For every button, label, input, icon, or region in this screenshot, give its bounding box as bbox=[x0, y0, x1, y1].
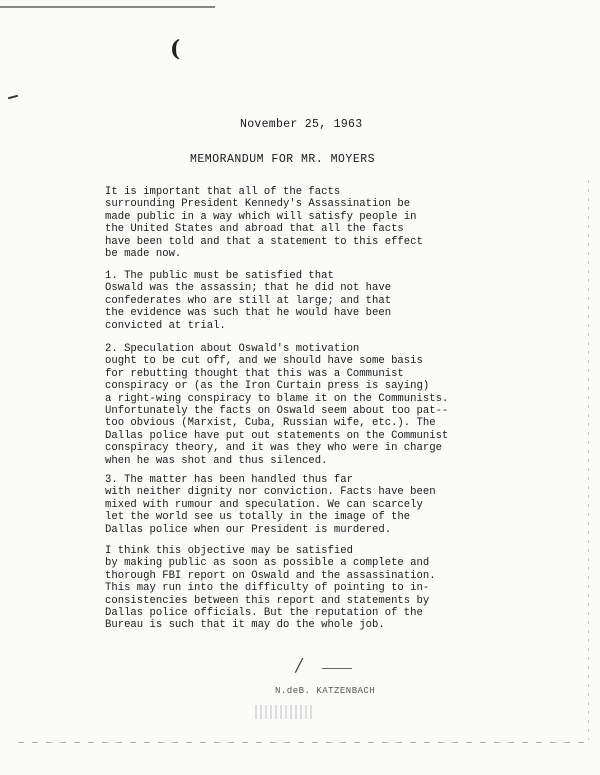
faded-stamp bbox=[255, 705, 315, 719]
memo-title: MEMORANDUM FOR MR. MOYERS bbox=[190, 153, 376, 166]
memo-date: November 25, 1963 bbox=[240, 118, 363, 131]
scan-artifact-right bbox=[588, 180, 589, 740]
handwritten-mark: ( bbox=[170, 36, 181, 62]
memo-intro-paragraph: It is important that all of the facts surrounding President Kennedy's Assassination be made public in a way which will satisfy people in the United States and abroad that all the facts have been told and that a statement to this effect be made now. bbox=[105, 186, 423, 261]
memo-point-2: 2. Speculation about Oswald's motivation ought to be cut off, and we should have some basis for rebutting thought that this was a Communist conspiracy or (as the Iron Curtain press is saying) a right-wing conspiracy to blame it on the Communists. Unfortunately the facts on Oswald seem about too pat-- too obvious (Marxist, Cuba, Russian wife, etc.). The Dallas police have put out statements on the Communist conspiracy theory, and it was they who were in charge when he was shot and thus silenced. bbox=[105, 343, 449, 467]
scan-artifact-bottom bbox=[18, 742, 588, 743]
memo-point-3: 3. The matter has been handled thus far with neither dignity nor conviction. Facts have been mixed with rumour and speculation. We can scarcely let the world see us totally in the image of the Dallas police when our President is murdered. bbox=[105, 474, 436, 536]
signature-stroke bbox=[322, 668, 352, 669]
scan-artifact-left bbox=[8, 95, 18, 100]
scan-artifact-top bbox=[0, 6, 215, 8]
memo-point-1: 1. The public must be satisfied that Oswald was the assassin; that he did not have confederates who are still at large; and that the evidence was such that he would have been convicted at trial. bbox=[105, 270, 392, 332]
signature: / bbox=[296, 655, 303, 676]
memo-closing-paragraph: I think this objective may be satisfied by making public as soon as possible a complete and thorough FBI report on Oswald and the assassination. This may run into the difficulty of pointing to in- consistencies between this report and statements by Dallas police officials. But the reputation of the Bureau is such that it may do the whole job. bbox=[105, 545, 436, 632]
signatory-name: N.deB. KATZENBACH bbox=[275, 686, 376, 696]
